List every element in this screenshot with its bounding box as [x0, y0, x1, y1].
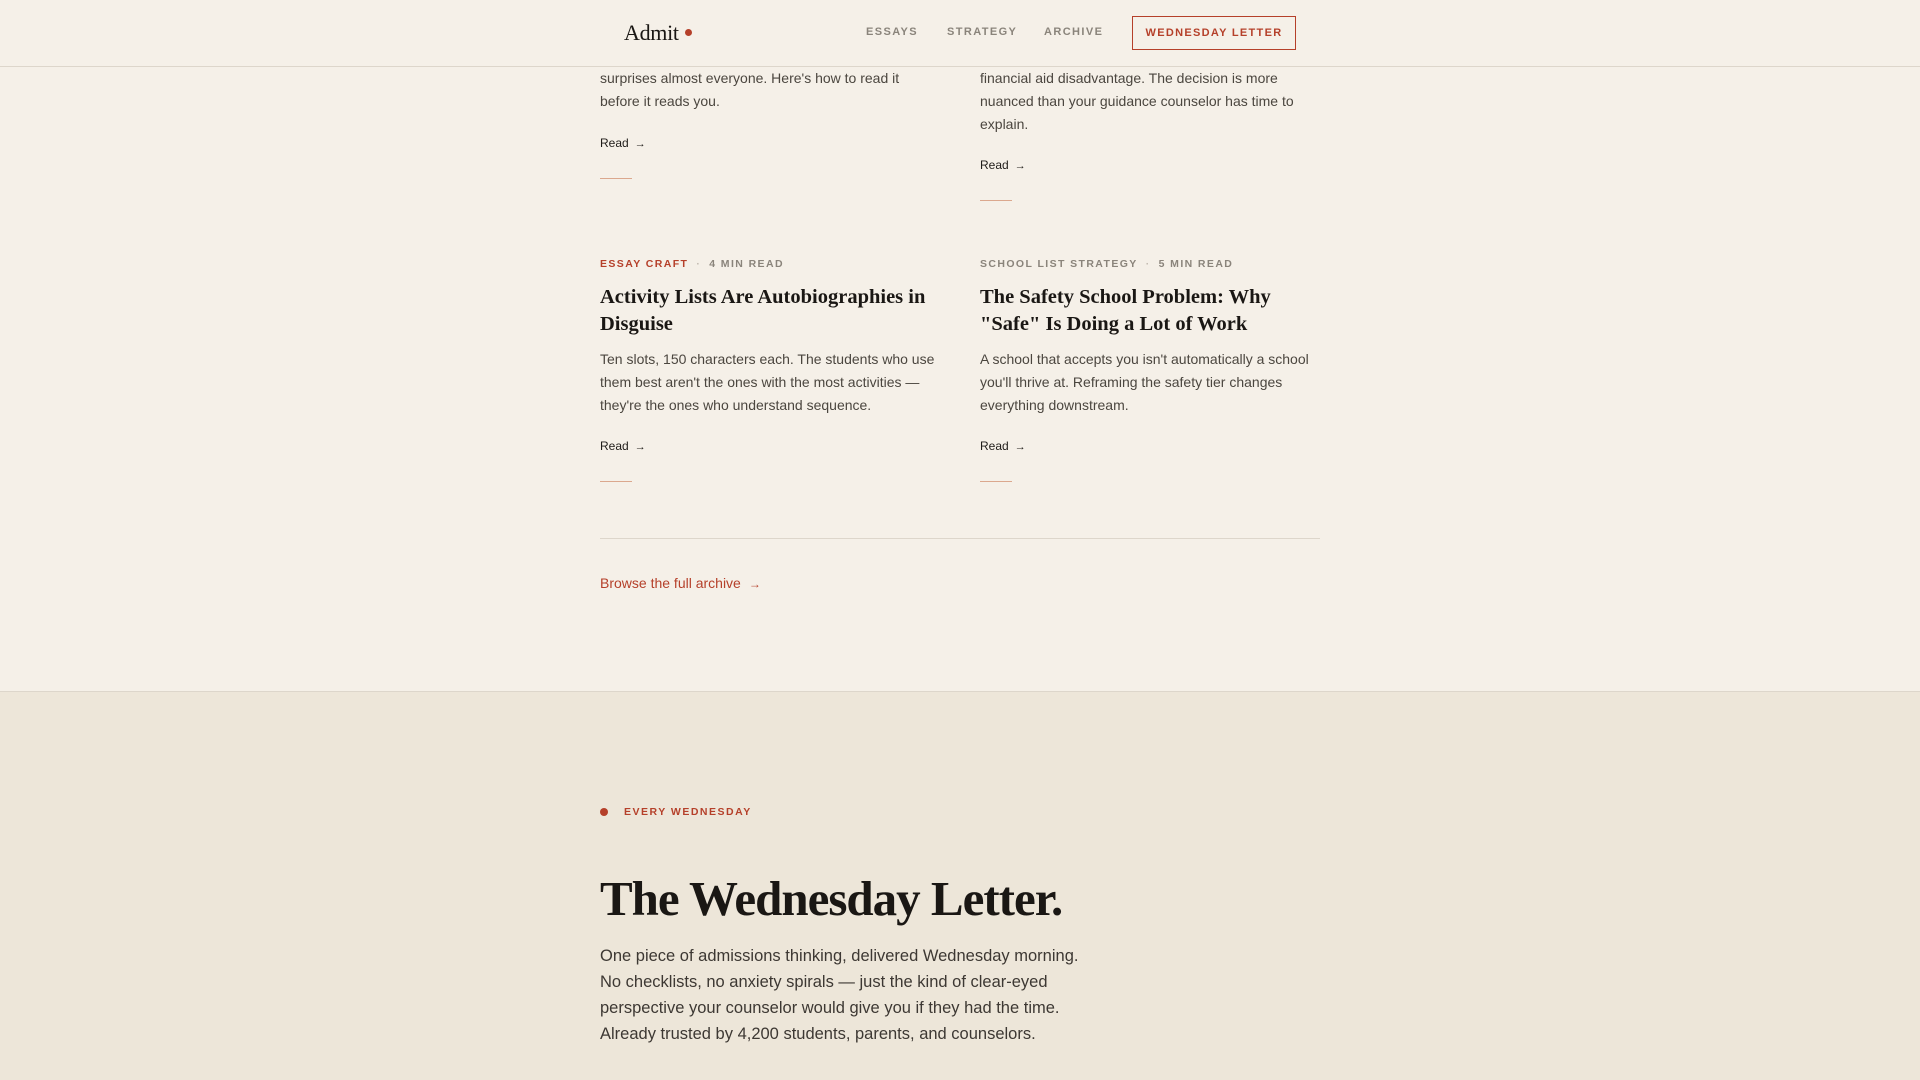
nav-archive[interactable]: ARCHIVE: [1044, 26, 1104, 38]
read-link[interactable]: Read →: [600, 136, 646, 150]
read-time: 4 MIN READ: [709, 258, 784, 270]
arrow-right-icon: →: [1014, 441, 1026, 453]
logo-dot: [685, 29, 692, 36]
read-link[interactable]: Read →: [980, 439, 1026, 453]
card-excerpt: A school that accepts you isn't automatically a school you'll thrive at. Reframing the safety tier changes everything downstream.: [980, 351, 1309, 413]
card-excerpt: Ten slots, 150 characters each. The students who use them best aren't the ones with the most activities — they're the ones who understand sequence.: [600, 351, 935, 413]
newsletter-description: One piece of admissions thinking, delivered Wednesday morning. No checklists, no anxiety spirals — just the kind of clear-eyed perspective your counselor would give you if they had the time. Already trusted by 4,200 students, parents, and counselors.: [600, 947, 1079, 1043]
read-link[interactable]: Read →: [600, 439, 646, 453]
card-title[interactable]: The Safety School Problem: Why "Safe" Is Doing a Lot of Work: [980, 286, 1271, 335]
newsletter-title: The Wednesday Letter.: [600, 871, 1063, 926]
logo[interactable]: [624, 20, 692, 46]
card-excerpt: surprises almost everyone. Here's how to read it before it reads you.: [600, 70, 900, 109]
card-category[interactable]: ESSAY CRAFT: [600, 258, 689, 270]
card-category[interactable]: SCHOOL LIST STRATEGY: [980, 258, 1138, 270]
nav-essays[interactable]: ESSAYS: [866, 26, 919, 38]
card-meta: SCHOOL LIST STRATEGY · 5 MIN READ: [980, 258, 1234, 270]
section-divider: [600, 538, 1320, 539]
arrow-right-icon: →: [1014, 160, 1026, 172]
browse-archive-link[interactable]: Browse the full archive →: [600, 575, 761, 591]
logo-text: Admit: [624, 20, 679, 45]
card-excerpt: financial aid disadvantage. The decision is more nuanced than your guidance counselor has time to explain.: [980, 70, 1294, 132]
arrow-right-icon: →: [748, 577, 761, 591]
site-header: [0, 0, 1920, 67]
wednesday-letter-button[interactable]: WEDNESDAY LETTER: [1132, 16, 1296, 50]
card-rule: [600, 178, 632, 179]
arrow-right-icon: →: [634, 138, 646, 150]
read-link[interactable]: Read →: [980, 158, 1026, 172]
card-rule: [600, 481, 632, 482]
card-meta: ESSAY CRAFT · 4 MIN READ: [600, 258, 784, 270]
arrow-right-icon: →: [634, 441, 646, 453]
nav-strategy[interactable]: STRATEGY: [947, 26, 1018, 38]
card-rule: [980, 481, 1012, 482]
newsletter-eyebrow: EVERY WEDNESDAY: [624, 806, 752, 818]
card-title[interactable]: Activity Lists Are Autobiographies in Disguise: [600, 286, 926, 335]
read-time: 5 MIN READ: [1158, 258, 1234, 270]
newsletter-section: [0, 691, 1920, 1080]
card-rule: [980, 200, 1012, 201]
eyebrow-dot: [600, 808, 608, 816]
